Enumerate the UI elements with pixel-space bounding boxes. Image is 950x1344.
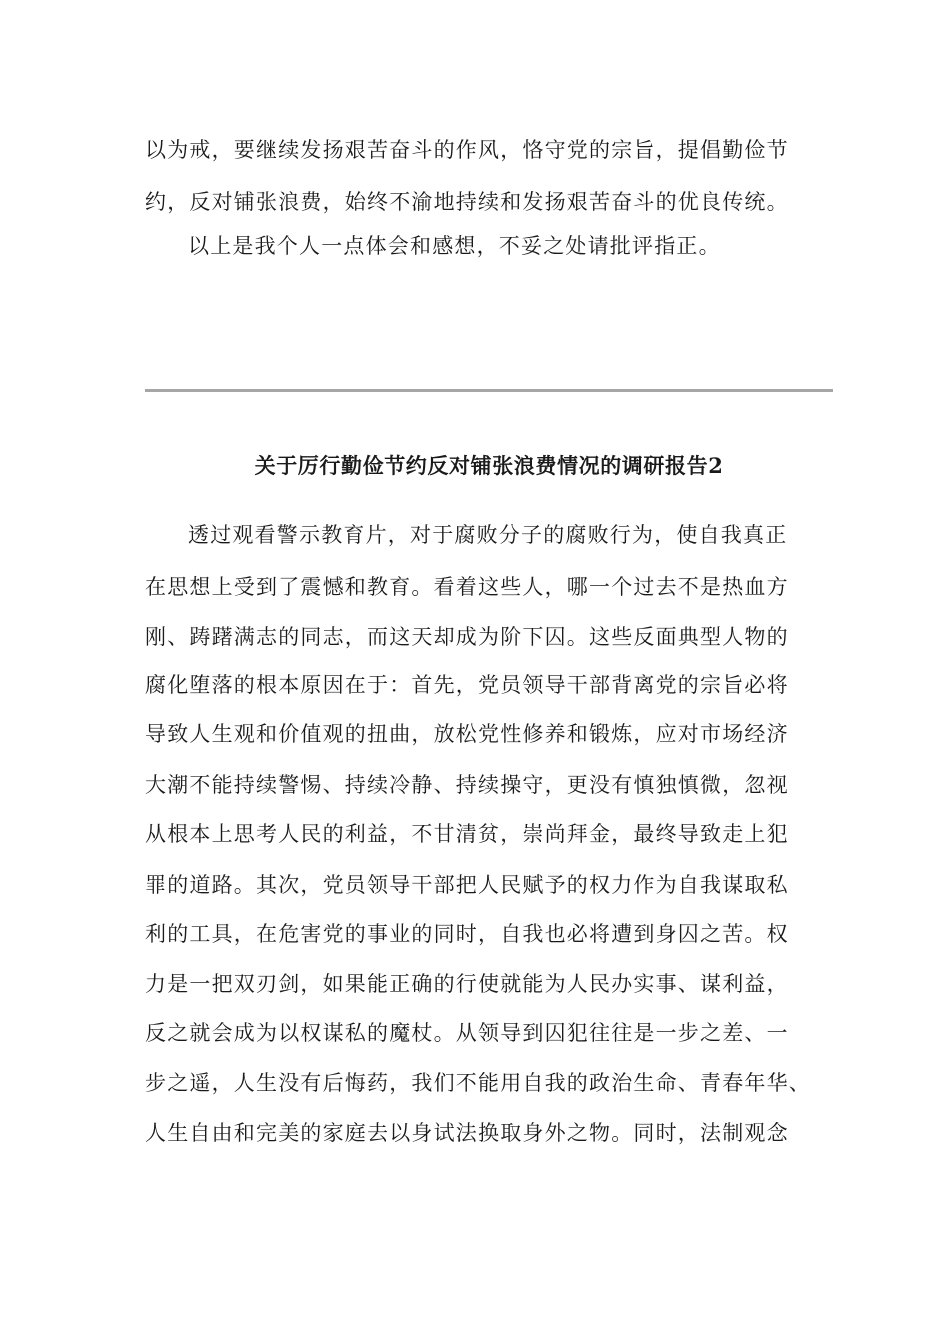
closing-paragraph: 以上是我个人一点体会和感想，不妥之处请批评指正。 bbox=[188, 234, 721, 258]
paragraph-line: 人生自由和完美的家庭去以身试法换取身外之物。同时，法制观念 bbox=[145, 1121, 789, 1145]
paragraph-line: 罪的道路。其次，党员领导干部把人民赋予的权力作为自我谋取私 bbox=[145, 873, 789, 897]
paragraph-line: 从根本上思考人民的利益，不甘清贫，崇尚拜金，最终导致走上犯 bbox=[145, 822, 789, 846]
paragraph-line: 以为戒，要继续发扬艰苦奋斗的作风，恪守党的宗旨，提倡勤俭节 bbox=[145, 138, 789, 162]
paragraph-line: 透过观看警示教育片，对于腐败分子的腐败行为，使自我真正 bbox=[188, 523, 788, 547]
section-title: 关于厉行勤俭节约反对铺张浪费情况的调研报告2 bbox=[254, 453, 724, 478]
paragraph-line: 力是一把双刃剑，如果能正确的行使就能为人民办实事、谋利益， bbox=[145, 972, 789, 996]
paragraph-line: 刚、踌躇满志的同志，而这天却成为阶下囚。这些反面典型人物的 bbox=[145, 625, 789, 649]
paragraph-line: 导致人生观和价值观的扭曲，放松党性修养和锻炼，应对市场经济 bbox=[145, 722, 789, 746]
paragraph-line: 大潮不能持续警惕、持续冷静、持续操守，更没有慎独慎微，忽视 bbox=[145, 773, 789, 797]
section-divider bbox=[145, 389, 833, 392]
paragraph-line: 在思想上受到了震憾和教育。看着这些人，哪一个过去不是热血方 bbox=[145, 575, 789, 599]
paragraph-line: 反之就会成为以权谋私的魔杖。从领导到囚犯往往是一步之差、一 bbox=[145, 1021, 789, 1045]
paragraph-line: 腐化堕落的根本原因在于：首先，党员领导干部背离党的宗旨必将 bbox=[145, 673, 789, 697]
paragraph-line: 约，反对铺张浪费，始终不渝地持续和发扬艰苦奋斗的优良传统。 bbox=[145, 190, 789, 214]
paragraph-line: 步之遥，人生没有后悔药，我们不能用自我的政治生命、青春年华、 bbox=[145, 1071, 811, 1095]
paragraph-line: 利的工具，在危害党的事业的同时，自我也必将遭到身囚之苦。权 bbox=[145, 922, 789, 946]
